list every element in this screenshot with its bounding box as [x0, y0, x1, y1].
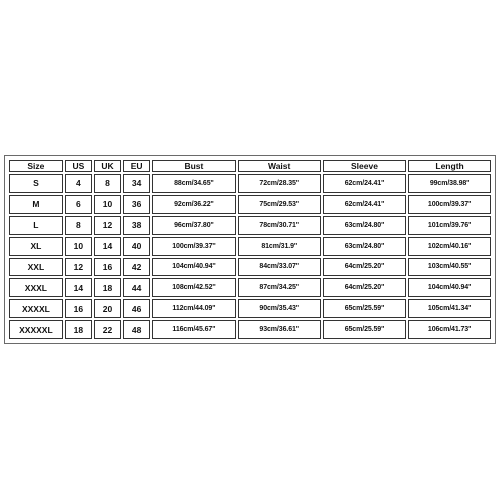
cell-waist: 84cm/33.07'' [238, 258, 321, 277]
cell-us: 14 [65, 278, 92, 297]
cell-us: 8 [65, 216, 92, 235]
cell-length: 100cm/39.37'' [408, 195, 491, 214]
header-sleeve: Sleeve [323, 160, 406, 172]
cell-size: M [9, 195, 63, 214]
table-row [9, 195, 491, 214]
cell-bust: 116cm/45.67'' [152, 320, 235, 339]
cell-size: S [9, 174, 63, 193]
cell-size: XXXL [9, 278, 63, 297]
header-size: Size [9, 160, 63, 172]
cell-size: XXL [9, 258, 63, 277]
cell-bust: 88cm/34.65'' [152, 174, 235, 193]
cell-uk: 8 [94, 174, 121, 193]
cell-us: 10 [65, 237, 92, 256]
cell-length: 104cm/40.94'' [408, 278, 491, 297]
cell-us: 12 [65, 258, 92, 277]
header-waist: Waist [238, 160, 321, 172]
size-chart [4, 155, 496, 344]
table-row [9, 174, 491, 193]
header-bust: Bust [152, 160, 235, 172]
cell-eu: 48 [123, 320, 150, 339]
cell-sleeve: 65cm/25.59'' [323, 320, 406, 339]
cell-uk: 18 [94, 278, 121, 297]
cell-eu: 44 [123, 278, 150, 297]
table-row [9, 258, 491, 277]
cell-uk: 14 [94, 237, 121, 256]
cell-us: 4 [65, 174, 92, 193]
cell-uk: 20 [94, 299, 121, 318]
cell-length: 106cm/41.73'' [408, 320, 491, 339]
cell-eu: 34 [123, 174, 150, 193]
cell-size: L [9, 216, 63, 235]
table-row [9, 237, 491, 256]
cell-sleeve: 64cm/25.20'' [323, 278, 406, 297]
cell-size: XL [9, 237, 63, 256]
cell-sleeve: 62cm/24.41'' [323, 174, 406, 193]
cell-length: 99cm/38.98'' [408, 174, 491, 193]
header-us: US [65, 160, 92, 172]
cell-length: 105cm/41.34'' [408, 299, 491, 318]
cell-length: 101cm/39.76'' [408, 216, 491, 235]
cell-size: XXXXL [9, 299, 63, 318]
cell-length: 102cm/40.16'' [408, 237, 491, 256]
cell-bust: 112cm/44.09'' [152, 299, 235, 318]
table-row [9, 216, 491, 235]
cell-eu: 46 [123, 299, 150, 318]
cell-us: 6 [65, 195, 92, 214]
cell-length: 103cm/40.55'' [408, 258, 491, 277]
cell-eu: 36 [123, 195, 150, 214]
cell-waist: 87cm/34.25'' [238, 278, 321, 297]
table-row [9, 299, 491, 318]
cell-us: 16 [65, 299, 92, 318]
cell-uk: 22 [94, 320, 121, 339]
cell-bust: 92cm/36.22'' [152, 195, 235, 214]
cell-waist: 75cm/29.53'' [238, 195, 321, 214]
cell-waist: 90cm/35.43'' [238, 299, 321, 318]
cell-sleeve: 63cm/24.80'' [323, 216, 406, 235]
cell-bust: 96cm/37.80'' [152, 216, 235, 235]
cell-us: 18 [65, 320, 92, 339]
table-row [9, 278, 491, 297]
size-table [7, 158, 493, 341]
cell-waist: 93cm/36.61'' [238, 320, 321, 339]
cell-bust: 108cm/42.52'' [152, 278, 235, 297]
cell-uk: 10 [94, 195, 121, 214]
cell-waist: 78cm/30.71'' [238, 216, 321, 235]
header-uk: UK [94, 160, 121, 172]
cell-size: XXXXXL [9, 320, 63, 339]
cell-uk: 16 [94, 258, 121, 277]
cell-waist: 81cm/31.9'' [238, 237, 321, 256]
cell-bust: 100cm/39.37'' [152, 237, 235, 256]
table-row [9, 320, 491, 339]
cell-waist: 72cm/28.35'' [238, 174, 321, 193]
cell-sleeve: 63cm/24.80'' [323, 237, 406, 256]
header-eu: EU [123, 160, 150, 172]
cell-uk: 12 [94, 216, 121, 235]
cell-eu: 38 [123, 216, 150, 235]
cell-eu: 40 [123, 237, 150, 256]
cell-sleeve: 62cm/24.41'' [323, 195, 406, 214]
cell-bust: 104cm/40.94'' [152, 258, 235, 277]
cell-sleeve: 65cm/25.59'' [323, 299, 406, 318]
header-length: Length [408, 160, 491, 172]
table-header-row [9, 160, 491, 172]
cell-sleeve: 64cm/25.20'' [323, 258, 406, 277]
cell-eu: 42 [123, 258, 150, 277]
